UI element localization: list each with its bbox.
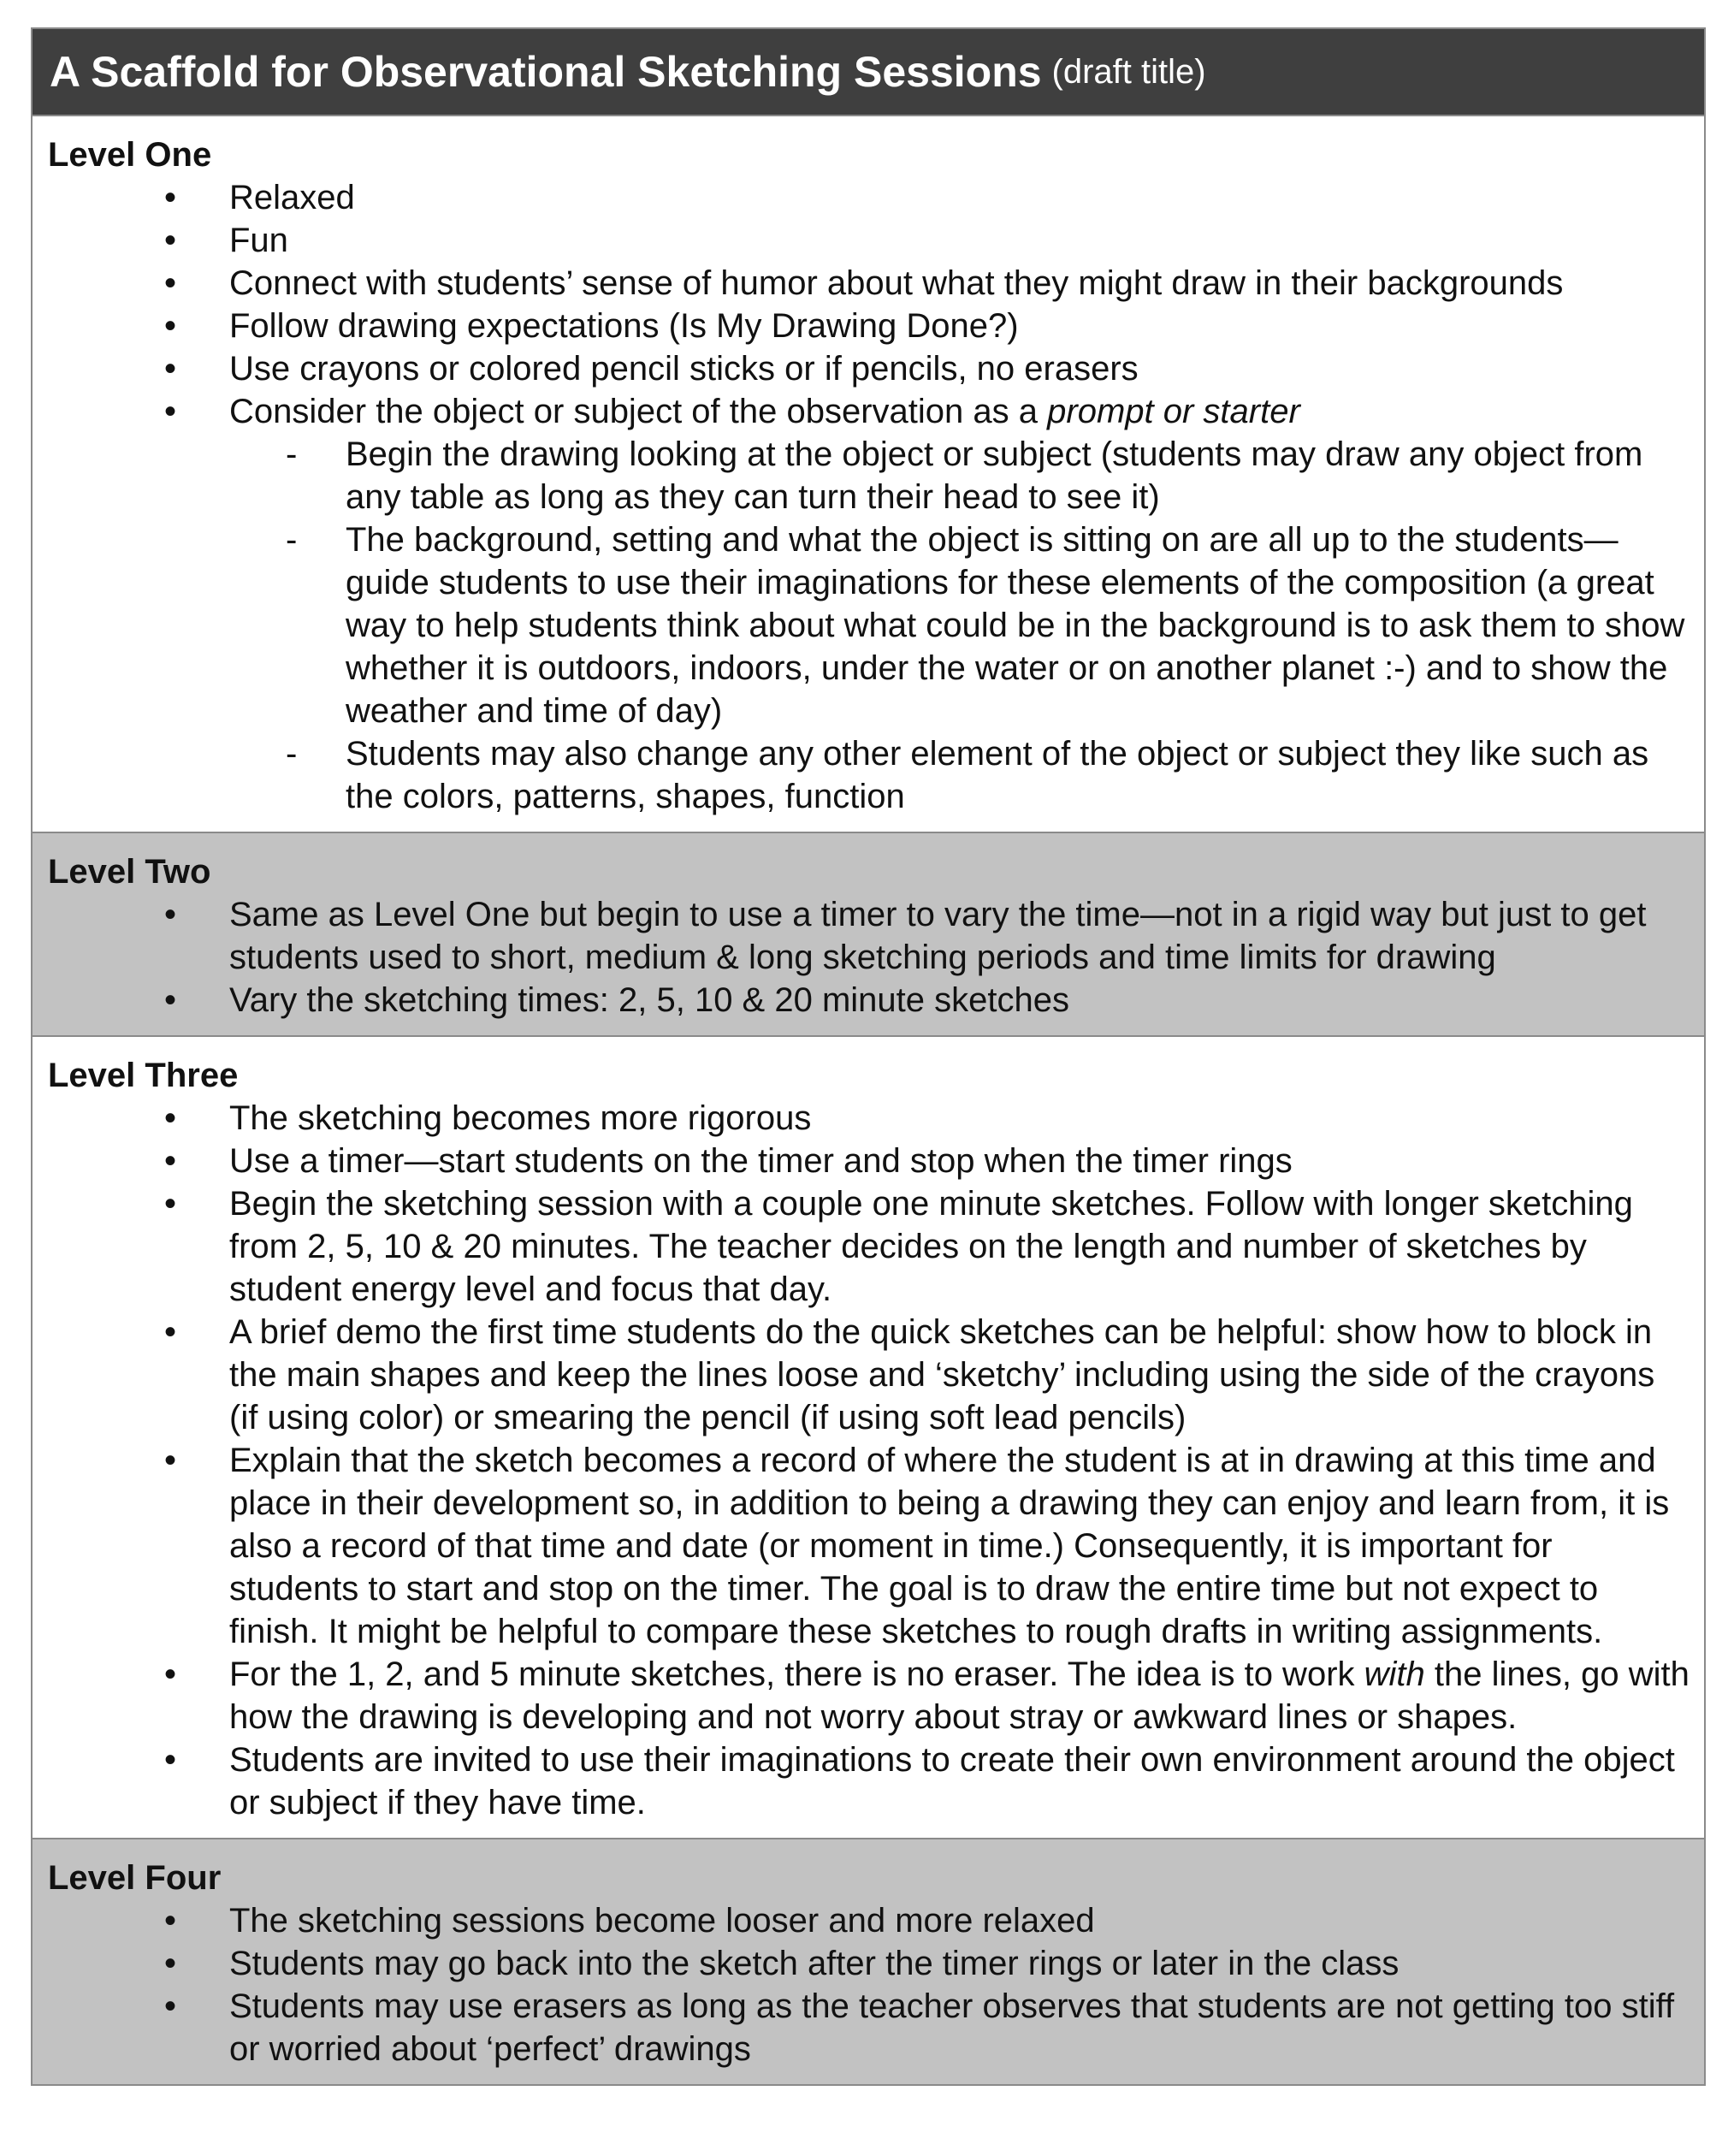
list-item-text: Students may go back into the sketch after the timer rings or later in the class <box>229 1945 1400 1982</box>
list-item-text: Explain that the sketch becomes a record of where the student is at in drawing at this time and place in their development so, in addition to being a drawing they can enjoy and learn from, it is also a record of that time and date (or moment in time.) Consequently, it is important for students to start and stop on the timer. The goal is to draw the entire time but not expect to finish. It might be helpful to compare these sketches to rough drafts in writing assignments. <box>229 1442 1670 1650</box>
level-title: Level One <box>48 136 212 174</box>
emphasis-text: with <box>1364 1656 1425 1693</box>
list-item <box>48 347 1690 390</box>
bullet-dot: • <box>164 1142 177 1180</box>
sub-list-item <box>48 433 1690 518</box>
list-item-text: Relaxed <box>229 179 355 216</box>
list-item <box>48 1738 1690 1824</box>
list-item-text: Use crayons or colored pencil sticks or if pencils, no erasers <box>229 350 1139 388</box>
list-item <box>48 979 1690 1022</box>
list-item-text: Same as Level One but begin to use a timer to vary the time—not in a rigid way but just to get students used to short, medium & long sketching periods and time limits for drawing <box>229 896 1647 976</box>
list-item <box>48 1439 1690 1653</box>
sub-list-item <box>48 518 1690 732</box>
list-item-text: Use a timer—start students on the timer and stop when the timer rings <box>229 1142 1293 1180</box>
document-title: A Scaffold for Observational Sketching Sessions <box>50 48 1042 96</box>
bullet-dot: • <box>164 1313 177 1351</box>
list-item <box>48 262 1690 305</box>
level-section <box>33 1037 1704 1839</box>
levels-container <box>33 116 1704 2084</box>
bullet-dot: • <box>164 264 177 302</box>
bullet-list <box>48 893 1690 1022</box>
bullet-dot: • <box>164 1185 177 1223</box>
level-section <box>33 1839 1704 2084</box>
sub-list-item-text: Begin the drawing looking at the object or subject (students may draw any object from any table as long as they can turn their head to see it) <box>346 435 1643 516</box>
list-item-text: For the 1, 2, and 5 minute sketches, there is no eraser. The idea is to work <box>229 1656 1364 1693</box>
bullet-list <box>48 1899 1690 2070</box>
emphasis-text: prompt or starter <box>1047 393 1300 430</box>
list-item-text: Follow drawing expectations (Is My Drawing Done?) <box>229 307 1019 345</box>
list-item <box>48 219 1690 262</box>
list-item <box>48 176 1690 219</box>
dash-marker: - <box>286 735 298 773</box>
sub-list-item-text: The background, setting and what the object is sitting on are all up to the students—guide students to use their imaginations for these elements of the composition (a great way to help students think about what could be in the background is to ask them to show whether it is outdoors, indoors, under the water or on another planet :-) and to show the weather and time of day) <box>346 521 1685 730</box>
document-header <box>33 29 1704 116</box>
list-item-text: A brief demo the first time students do the quick sketches can be helpful: show how to block in the main shapes and keep the lines loose and ‘sketchy’ including using the side of the crayons (if using color) or smearing the pencil (if using soft lead pencils) <box>229 1313 1655 1436</box>
bullet-dot: • <box>164 896 177 933</box>
list-item-text: Fun <box>229 222 288 259</box>
bullet-list <box>48 1097 1690 1824</box>
bullet-dot: • <box>164 1442 177 1479</box>
level-title: Level Four <box>48 1859 222 1897</box>
level-title: Level Three <box>48 1057 239 1094</box>
sub-list-item <box>48 732 1690 818</box>
bullet-dot: • <box>164 1902 177 1940</box>
list-item <box>48 1985 1690 2070</box>
list-item <box>48 1899 1690 1942</box>
list-item <box>48 1311 1690 1439</box>
bullet-dot: • <box>164 1656 177 1693</box>
list-item-text-continued: the lines, go with how the drawing is developing and not worry about stray or awkward lines or shapes. <box>229 1656 1690 1736</box>
list-item <box>48 305 1690 347</box>
bullet-dot: • <box>164 350 177 388</box>
list-item-text: The sketching becomes more rigorous <box>229 1099 812 1137</box>
bullet-dot: • <box>164 1099 177 1137</box>
list-item-text: Begin the sketching session with a couple one minute sketches. Follow with longer sketching from 2, 5, 10 & 20 minutes. The teacher decides on the length and number of sketches by student energy level and focus that day. <box>229 1185 1633 1308</box>
bullet-dot: • <box>164 393 177 430</box>
bullet-list <box>48 176 1690 818</box>
dash-marker: - <box>286 521 298 559</box>
list-item <box>48 1140 1690 1182</box>
list-item <box>48 1182 1690 1311</box>
scaffold-document <box>31 27 1706 2086</box>
list-item <box>48 1653 1690 1738</box>
list-item <box>48 1942 1690 1985</box>
level-section <box>33 116 1704 833</box>
dash-marker: - <box>286 435 298 473</box>
sub-list-item-text: Students may also change any other element of the object or subject they like such as the colors, patterns, shapes, function <box>346 735 1649 815</box>
list-item-text: Vary the sketching times: 2, 5, 10 & 20 minute sketches <box>229 981 1069 1019</box>
bullet-dot: • <box>164 1945 177 1982</box>
title-note: (draft title) <box>1051 52 1206 91</box>
bullet-dot: • <box>164 222 177 259</box>
list-item-text: Consider the object or subject of the observation as a <box>229 393 1048 430</box>
list-item <box>48 893 1690 979</box>
list-item-text: Students are invited to use their imaginations to create their own environment around the object or subject if they have time. <box>229 1741 1675 1821</box>
list-item-text: Connect with students’ sense of humor about what they might draw in their backgrounds <box>229 264 1564 302</box>
list-item <box>48 390 1690 433</box>
bullet-dot: • <box>164 179 177 216</box>
list-item <box>48 1097 1690 1140</box>
bullet-dot: • <box>164 307 177 345</box>
bullet-dot: • <box>164 1987 177 2025</box>
bullet-dot: • <box>164 1741 177 1779</box>
level-title: Level Two <box>48 853 211 891</box>
level-section <box>33 833 1704 1037</box>
list-item-text: The sketching sessions become looser and more relaxed <box>229 1902 1095 1940</box>
list-item-text: Students may use erasers as long as the teacher observes that students are not getting too stiff or worried about ‘perfect’ drawings <box>229 1987 1675 2068</box>
bullet-dot: • <box>164 981 177 1019</box>
